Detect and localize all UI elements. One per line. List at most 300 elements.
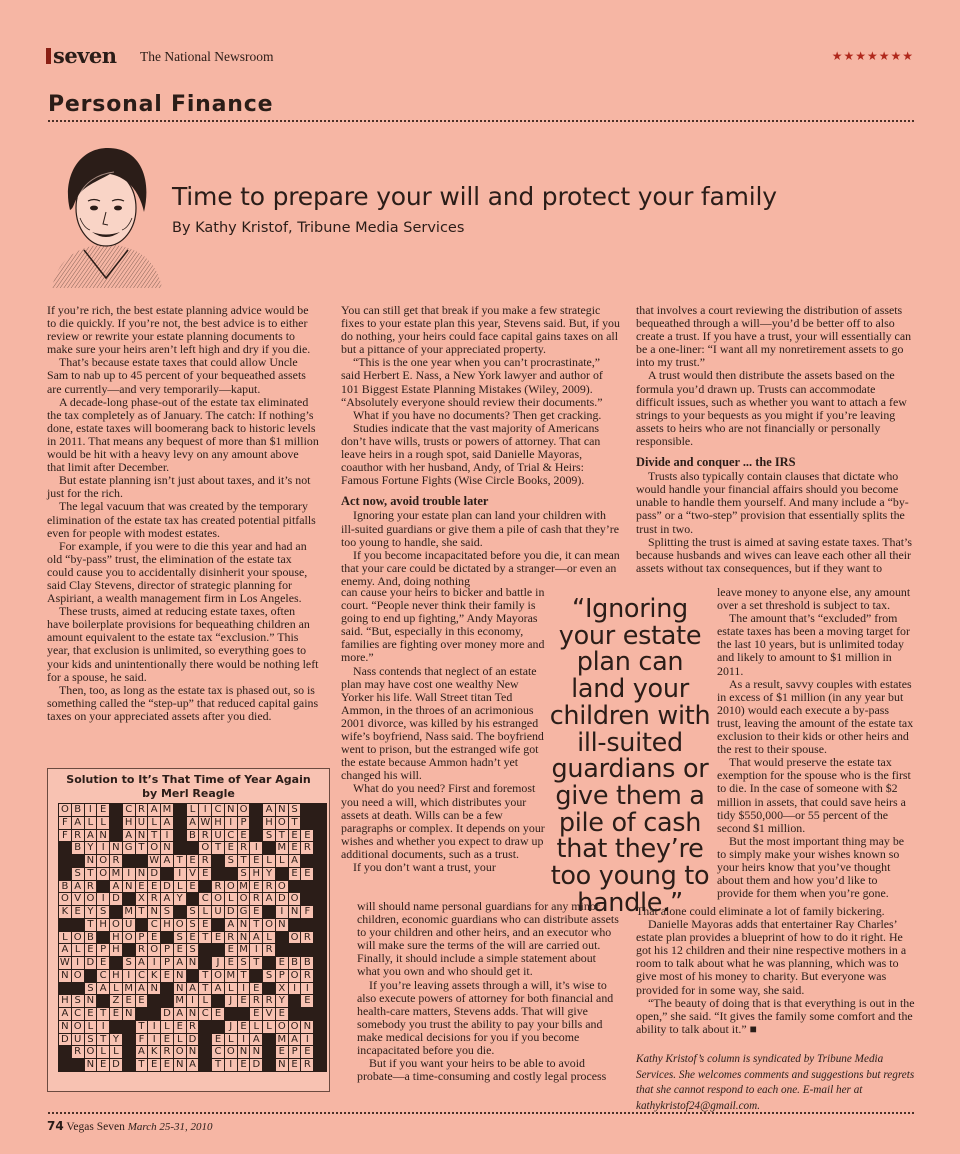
crossword-letter-cell: O	[60, 893, 69, 905]
crossword-black-square	[110, 957, 122, 969]
paragraph: If you become incapacitated before you die, it can mean that your care could be dictated by a stranger—or even an enemy. And, doing nothing	[341, 547, 620, 588]
crossword-letter-cell: K	[148, 1046, 160, 1058]
crossword-letter-cell: F	[136, 1034, 148, 1046]
crossword-letter-cell: T	[85, 919, 97, 931]
crossword-letter-cell: I	[148, 1034, 160, 1046]
crossword-letter-cell: N	[276, 804, 288, 816]
paragraph: Then, too, as long as the estate tax is phased out, so is something called the “step-up” that reduced capital gains taxes on your appreciated assets after you died.	[47, 682, 319, 723]
crossword-letter-cell: E	[238, 995, 250, 1007]
crossword-letter-cell: N	[174, 1059, 186, 1071]
paragraph: That alone could eliminate a lot of family bickering.	[636, 904, 885, 918]
crossword-letter-cell: R	[301, 842, 313, 854]
crossword-letter-cell: R	[199, 830, 211, 842]
crossword-black-square	[97, 995, 109, 1007]
crossword-letter-cell: L	[187, 804, 199, 816]
paragraph: Ignoring your estate plan can land your children with ill-suited guardians or give them a pile of cash that they’re too young to handle, she said.	[341, 508, 620, 549]
crossword-black-square	[301, 944, 313, 956]
crossword-letter-cell: T	[250, 919, 262, 931]
article-column-3	[636, 304, 915, 575]
crossword-letter-cell: Y	[174, 893, 186, 905]
crossword-black-square	[289, 1008, 301, 1020]
crossword-black-square	[199, 1059, 211, 1071]
crossword-letter-cell: P	[276, 970, 288, 982]
crossword-letter-cell: W	[59, 957, 70, 969]
crossword-black-square	[314, 817, 326, 829]
paragraph: The legal vacuum that was created by the temporary elimination of the estate tax has created potential pitfalls even for people with modest estates.	[47, 499, 316, 540]
crossword-letter-cell: B	[72, 804, 84, 816]
crossword-black-square	[136, 919, 148, 931]
crossword-black-square	[174, 842, 186, 854]
crossword-letter-cell: O	[86, 893, 95, 905]
crossword-letter-cell: N	[250, 1046, 262, 1058]
crossword-letter-cell: E	[225, 944, 237, 956]
crossword-letter-cell: N	[123, 881, 135, 893]
crossword-letter-cell: A	[97, 983, 109, 995]
crossword-black-square	[174, 817, 186, 829]
crossword-black-square	[187, 842, 199, 854]
crossword-black-square	[123, 893, 135, 905]
crossword-letter-cell: L	[174, 881, 186, 893]
crossword-letter-cell: R	[263, 995, 275, 1007]
article-byline: By Kathy Kristof, Tribune Media Services	[172, 220, 465, 236]
crossword-letter-cell: N	[289, 906, 301, 918]
crossword-letter-cell: R	[263, 944, 275, 956]
crossword-black-square	[110, 830, 122, 842]
article-column-1	[47, 304, 319, 723]
crossword-letter-cell: A	[263, 893, 275, 905]
crossword-black-square	[250, 830, 262, 842]
crossword-black-square	[263, 1059, 275, 1071]
crossword-letter-cell: X	[136, 893, 148, 905]
crossword-letter-cell: E	[301, 868, 313, 880]
crossword-letter-cell: O	[265, 918, 273, 930]
paragraph: will should name personal guardians for any minor children, economic guardians who can distribute assets to your children and other heirs, and an executor who will make sure the terms of the will are carried out. Finally, it should include a simple statement about what you own and who should get it.	[357, 899, 619, 979]
crossword-letter-cell: I	[225, 817, 237, 829]
crossword-letter-cell: R	[250, 893, 262, 905]
crossword-letter-cell: A	[187, 1059, 199, 1071]
crossword-black-square	[59, 842, 71, 854]
crossword-letter-cell: E	[85, 944, 97, 956]
crossword-letter-cell: V	[72, 893, 84, 905]
crossword-letter-cell: T	[136, 842, 148, 854]
crossword-letter-cell: A	[174, 1008, 186, 1020]
crossword-letter-cell: S	[72, 995, 84, 1007]
crossword-letter-cell: E	[212, 932, 224, 944]
crossword-letter-cell: S	[289, 804, 301, 816]
crossword-letter-cell: P	[289, 1046, 301, 1058]
crossword-letter-cell: R	[301, 932, 313, 944]
crossword-letter-cell: O	[73, 931, 82, 943]
crossword-letter-cell: S	[263, 970, 275, 982]
crossword-black-square	[123, 1021, 135, 1033]
paragraph: For example, if you were to die this year and had an old “by-pass” trust, the elimination of the estate tax could cause you to accidentally disinherit your spouse, said Clay Stevens, director of strategic planning for Aspiriant, a wealth management firm in Los Angeles.	[47, 538, 308, 606]
crossword-letter-cell: N	[110, 842, 122, 854]
crossword-black-square	[161, 932, 173, 944]
crossword-letter-cell: B	[301, 957, 313, 969]
crossword-letter-cell: I	[97, 842, 109, 854]
crossword-black-square	[314, 1021, 326, 1033]
crossword-letter-cell: M	[124, 982, 133, 994]
crossword-black-square	[314, 919, 326, 931]
paragraph: If you’re leaving assets through a will, it’s wise to also execute powers of attorney for both financial and health-care matters, Stevens adds. That will give somebody you trust the ability to pay your bills and make medical decisions for you if you become incapacitated before you die.	[357, 977, 614, 1058]
crossword-letter-cell: E	[174, 944, 186, 956]
subheading: Divide and conquer ... the IRS	[636, 455, 796, 470]
crossword-letter-cell: T	[250, 957, 262, 969]
crossword-letter-cell: M	[239, 880, 248, 892]
crossword-letter-cell: S	[187, 906, 199, 918]
article-column-2-bottom	[357, 900, 619, 1083]
crossword-letter-cell: I	[187, 995, 199, 1007]
crossword-letter-cell: E	[250, 855, 262, 867]
crossword-letter-cell: N	[187, 957, 199, 969]
publication-name: Vegas Seven	[66, 1121, 125, 1133]
crossword-black-square	[263, 1034, 275, 1046]
crossword-letter-cell: Y	[85, 842, 97, 854]
crossword-letter-cell: E	[250, 1008, 262, 1020]
crossword-letter-cell: I	[250, 944, 262, 956]
crossword-letter-cell: L	[263, 855, 275, 867]
crossword-letter-cell: C	[199, 1008, 211, 1020]
logo-bar-mark	[46, 48, 51, 64]
crossword-letter-cell: L	[225, 1034, 237, 1046]
crossword-letter-cell: I	[289, 983, 301, 995]
crossword-letter-cell: U	[72, 1034, 84, 1046]
crossword-letter-cell: F	[59, 817, 71, 829]
crossword-black-square	[314, 944, 326, 956]
crossword-black-square	[59, 919, 71, 931]
crossword-letter-cell: A	[225, 919, 237, 931]
crossword-letter-cell: C	[212, 1046, 224, 1058]
crossword-letter-cell: E	[161, 1059, 173, 1071]
crossword-letter-cell: A	[72, 817, 84, 829]
crossword-letter-cell: I	[174, 868, 186, 880]
crossword-letter-cell: N	[225, 804, 237, 816]
crossword-letter-cell: N	[187, 1046, 199, 1058]
crossword-black-square	[314, 957, 326, 969]
subheading: Act now, avoid trouble later	[341, 494, 489, 509]
crossword-black-square	[314, 804, 326, 816]
crossword-letter-cell: I	[301, 1034, 313, 1046]
crossword-black-square	[276, 868, 288, 880]
crossword-letter-cell: A	[85, 830, 97, 842]
crossword-letter-cell: H	[59, 995, 71, 1007]
crossword-letter-cell: E	[250, 906, 262, 918]
crossword-letter-cell: C	[123, 804, 135, 816]
crossword-letter-cell: I	[238, 983, 250, 995]
crossword-letter-cell: C	[136, 970, 148, 982]
crossword-letter-cell: J	[212, 957, 224, 969]
paragraph: The amount that’s “excluded” from estate taxes has been a moving target for the last 10 years, but is unlimited today and likely to amount to $1 million in 2011.	[717, 611, 910, 678]
crossword-black-square	[110, 817, 122, 829]
crossword-letter-cell: A	[72, 881, 84, 893]
crossword-letter-cell: B	[187, 830, 199, 842]
crossword-black-square	[136, 1008, 148, 1020]
crossword-black-square	[59, 855, 71, 867]
crossword-letter-cell: N	[97, 830, 109, 842]
crossword-black-square	[123, 1034, 135, 1046]
page-number: 74	[47, 1119, 64, 1133]
article-column-3-wrap	[717, 586, 914, 900]
crossword-letter-cell: E	[301, 830, 313, 842]
crossword-black-square	[97, 881, 109, 893]
crossword-letter-cell: I	[97, 1021, 109, 1033]
paragraph: A decade-long phase-out of the estate tax eliminated the tax completely as of January. The catch: If nothing’s done, estate taxes will boomerang back to historic levels in 2011. That means any bequest of more than $1 million would be hit with a heavy levy on any amount above that limit after December.	[47, 394, 319, 475]
crossword-black-square	[314, 842, 326, 854]
masthead-stars: ★★★★★★★	[831, 49, 914, 63]
crossword-letter-cell: T	[238, 970, 250, 982]
crossword-letter-cell: C	[199, 893, 211, 905]
crossword-letter-cell: T	[212, 1059, 224, 1071]
crossword-grid	[58, 803, 327, 1072]
crossword-black-square	[301, 1008, 313, 1020]
crossword-letter-cell: O	[277, 1020, 286, 1032]
crossword-letter-cell: L	[97, 817, 109, 829]
crossword-letter-cell: T	[136, 906, 148, 918]
crossword-letter-cell: T	[238, 855, 250, 867]
crossword-letter-cell: D	[85, 957, 97, 969]
crossword-letter-cell: O	[150, 944, 159, 956]
crossword-letter-cell: H	[250, 868, 262, 880]
crossword-letter-cell: O	[290, 969, 299, 981]
crossword-letter-cell: L	[72, 944, 84, 956]
crossword-letter-cell: O	[226, 1046, 235, 1058]
crossword-letter-cell: Y	[263, 868, 275, 880]
crossword-black-square	[238, 1008, 250, 1020]
crossword-letter-cell: E	[161, 970, 173, 982]
crossword-letter-cell: N	[238, 919, 250, 931]
crossword-letter-cell: E	[199, 919, 211, 931]
crossword-letter-cell: N	[238, 932, 250, 944]
crossword-letter-cell: L	[59, 932, 71, 944]
crossword-letter-cell: E	[161, 1034, 173, 1046]
crossword-letter-cell: R	[199, 855, 211, 867]
section-title: Personal Finance	[48, 92, 274, 117]
crossword-letter-cell: L	[250, 1021, 262, 1033]
crossword-letter-cell: N	[161, 842, 173, 854]
crossword-letter-cell: P	[161, 944, 173, 956]
crossword-letter-cell: W	[149, 855, 160, 867]
crossword-letter-cell: O	[226, 880, 235, 892]
crossword-letter-cell: E	[289, 868, 301, 880]
crossword-letter-cell: C	[148, 919, 160, 931]
crossword-letter-cell: D	[161, 881, 173, 893]
paragraph: What if you have no documents? Then get cracking.	[353, 407, 602, 422]
crossword-letter-cell: E	[301, 995, 313, 1007]
crossword-letter-cell: S	[238, 868, 250, 880]
crossword-letter-cell: E	[187, 932, 199, 944]
crossword-letter-cell: H	[123, 817, 135, 829]
crossword-black-square	[59, 1059, 71, 1071]
crossword-black-square	[59, 1046, 71, 1058]
crossword-letter-cell: H	[97, 919, 109, 931]
crossword-letter-cell: O	[214, 893, 222, 905]
crossword-letter-cell: I	[225, 1059, 237, 1071]
crossword-black-square	[199, 1046, 211, 1058]
crossword-letter-cell: S	[85, 1034, 97, 1046]
seven-logo	[46, 44, 117, 68]
crossword-letter-cell: S	[263, 830, 275, 842]
issue-date: March 25-31, 2010	[127, 1121, 213, 1133]
crossword-black-square	[212, 868, 224, 880]
paragraph: If you’re rich, the best estate planning advice would be to die quickly. If you’re not, the best advice is to either review or rewrite your estate planning documents to make sure your heirs aren’t left high and dry if you die.	[47, 303, 311, 357]
crossword-letter-cell: G	[123, 842, 135, 854]
crossword-letter-cell: E	[289, 842, 301, 854]
crossword-letter-cell: E	[276, 957, 288, 969]
crossword-letter-cell: O	[86, 1046, 95, 1058]
crossword-letter-cell: T	[199, 932, 211, 944]
crossword-letter-cell: T	[148, 830, 160, 842]
crossword-letter-cell: E	[85, 1008, 97, 1020]
crossword-letter-cell: E	[276, 1008, 288, 1020]
crossword-letter-cell: T	[276, 830, 288, 842]
masthead-subtitle: The National Newsroom	[140, 49, 274, 64]
crossword-letter-cell: N	[85, 855, 97, 867]
crossword-letter-cell: S	[72, 868, 84, 880]
crossword-letter-cell: L	[276, 855, 288, 867]
crossword-letter-cell: L	[225, 983, 237, 995]
crossword-black-square	[263, 983, 275, 995]
crossword-letter-cell: N	[148, 906, 160, 918]
crossword-letter-cell: R	[263, 881, 275, 893]
crossword-letter-cell: K	[59, 906, 71, 918]
crossword-letter-cell: A	[136, 1046, 148, 1058]
crossword-letter-cell: A	[263, 804, 275, 816]
crossword-letter-cell: E	[187, 881, 199, 893]
crossword-black-square	[314, 1059, 326, 1071]
crossword-letter-cell: V	[187, 868, 199, 880]
crossword-letter-cell: A	[59, 944, 71, 956]
crossword-letter-cell: M	[239, 944, 248, 956]
crossword-letter-cell: I	[276, 906, 288, 918]
crossword-letter-cell: N	[85, 1059, 97, 1071]
crossword-black-square	[148, 1008, 160, 1020]
paragraph: But if you want your heirs to be able to avoid probate—a time-consuming and costly legal process	[357, 1056, 607, 1084]
crossword-letter-cell: Y	[110, 1034, 122, 1046]
crossword-letter-cell: L	[85, 817, 97, 829]
crossword-letter-cell: R	[72, 830, 84, 842]
crossword-black-square	[263, 906, 275, 918]
paragraph: A trust would then distribute the assets based on the formula you’d drawn up. Trusts can accommodate difficult issues, such as whether you want to attach a few strings to your bequests as you might if you’re leaving assets to heirs who are not financially or personally responsible.	[636, 368, 907, 448]
crossword-letter-cell: R	[110, 855, 122, 867]
crossword-title	[47, 773, 330, 801]
crossword-letter-cell: D	[250, 1059, 262, 1071]
footer-divider	[48, 1112, 914, 1114]
crossword-black-square	[314, 932, 326, 944]
crossword-letter-cell: A	[110, 881, 122, 893]
crossword-letter-cell: O	[99, 867, 108, 879]
crossword-letter-cell: N	[174, 983, 186, 995]
paragraph: These trusts, aimed at reducing estate taxes, often have boilerplate provisions for bequeathing children an amount equivalent to the estate tax “exclusion.” This year, that exclusion is unlimited, so everything goes to your kids and unintentionally there would be nothing left for a spouse, he said.	[47, 604, 319, 684]
crossword-black-square	[72, 983, 84, 995]
crossword-letter-cell: D	[225, 906, 237, 918]
crossword-letter-cell: K	[148, 970, 160, 982]
crossword-author: by Merl Reagle	[142, 787, 235, 800]
crossword-black-square	[314, 1046, 326, 1058]
crossword-letter-cell: S	[187, 944, 199, 956]
crossword-black-square	[301, 919, 313, 931]
crossword-black-square	[276, 932, 288, 944]
crossword-letter-cell: I	[123, 868, 135, 880]
crossword-black-square	[301, 817, 313, 829]
crossword-letter-cell: J	[225, 1021, 237, 1033]
crossword-letter-cell: T	[212, 842, 224, 854]
paragraph: You can still get that break if you make a few strategic fixes to your estate plan this year, Stevens said. But, if you do nothing, your heirs could face capital gains taxes on all but a pittance of your appreciated property.	[341, 303, 620, 357]
crossword-black-square	[212, 944, 224, 956]
crossword-letter-cell: U	[123, 919, 135, 931]
crossword-letter-cell: F	[301, 906, 313, 918]
paragraph: But estate planning isn’t just about taxes, and it’s not just for the rich.	[47, 473, 311, 501]
crossword-letter-cell: R	[250, 995, 262, 1007]
crossword-letter-cell: O	[290, 893, 299, 905]
crossword-letter-cell: T	[136, 1059, 148, 1071]
crossword-black-square	[123, 1046, 135, 1058]
paragraph: Danielle Mayoras adds that entertainer Ray Charles’ estate plan provides a blueprint of how to do it right. He got his 12 children and their nine respective mothers in a room to talk about what he was planning, which was to give most of his money to charity. But everyone was provided for in some way, she said.	[636, 917, 907, 997]
crossword-letter-cell: R	[187, 1021, 199, 1033]
crossword-letter-cell: A	[136, 983, 148, 995]
crossword-letter-cell: L	[85, 1021, 97, 1033]
crossword-letter-cell: R	[72, 1046, 84, 1058]
crossword-letter-cell: M	[111, 867, 121, 879]
paragraph: leave money to anyone else, any amount over a set threshold is subject to tax.	[717, 585, 911, 613]
crossword-black-square	[72, 855, 84, 867]
crossword-letter-cell: E	[276, 1046, 288, 1058]
crossword-black-square	[174, 804, 186, 816]
crossword-letter-cell: L	[110, 983, 122, 995]
crossword-letter-cell: A	[123, 830, 135, 842]
crossword-black-square	[314, 893, 326, 905]
crossword-letter-cell: E	[136, 995, 148, 1007]
crossword-black-square	[314, 855, 326, 867]
crossword-black-square	[85, 970, 97, 982]
crossword-letter-cell: E	[212, 1034, 224, 1046]
crossword-letter-cell: C	[72, 1008, 84, 1020]
crossword-black-square	[199, 881, 211, 893]
crossword-letter-cell: R	[161, 1046, 173, 1058]
crossword-letter-cell: B	[59, 881, 71, 893]
crossword-letter-cell: O	[60, 804, 69, 815]
crossword-letter-cell: E	[148, 932, 160, 944]
crossword-black-square	[110, 906, 122, 918]
crossword-letter-cell: B	[289, 957, 301, 969]
crossword-letter-cell: T	[97, 1034, 109, 1046]
crossword-black-square	[314, 868, 326, 880]
crossword-black-square	[314, 1008, 326, 1020]
crossword-black-square	[199, 944, 211, 956]
crossword-letter-cell: T	[85, 868, 97, 880]
author-portrait	[44, 138, 168, 288]
crossword-letter-cell: U	[212, 906, 224, 918]
logo-wordmark: seven	[53, 43, 117, 68]
crossword-letter-cell: O	[99, 855, 108, 867]
crossword-letter-cell: R	[225, 932, 237, 944]
crossword-letter-cell: C	[97, 970, 109, 982]
crossword-black-square	[174, 906, 186, 918]
crossword-letter-cell: Y	[85, 906, 97, 918]
crossword-letter-cell: I	[148, 957, 160, 969]
crossword-black-square	[225, 1008, 237, 1020]
crossword-letter-cell: R	[212, 881, 224, 893]
crossword-letter-cell: A	[161, 893, 173, 905]
crossword-letter-cell: P	[238, 817, 250, 829]
crossword-letter-cell: B	[85, 932, 97, 944]
crossword-letter-cell: D	[187, 1034, 199, 1046]
crossword-letter-cell: F	[59, 830, 71, 842]
crossword-letter-cell: O	[124, 931, 133, 943]
crossword-letter-cell: E	[97, 804, 109, 816]
crossword-letter-cell: N	[59, 970, 71, 982]
crossword-black-square	[314, 983, 326, 995]
crossword-letter-cell: M	[175, 995, 185, 1007]
